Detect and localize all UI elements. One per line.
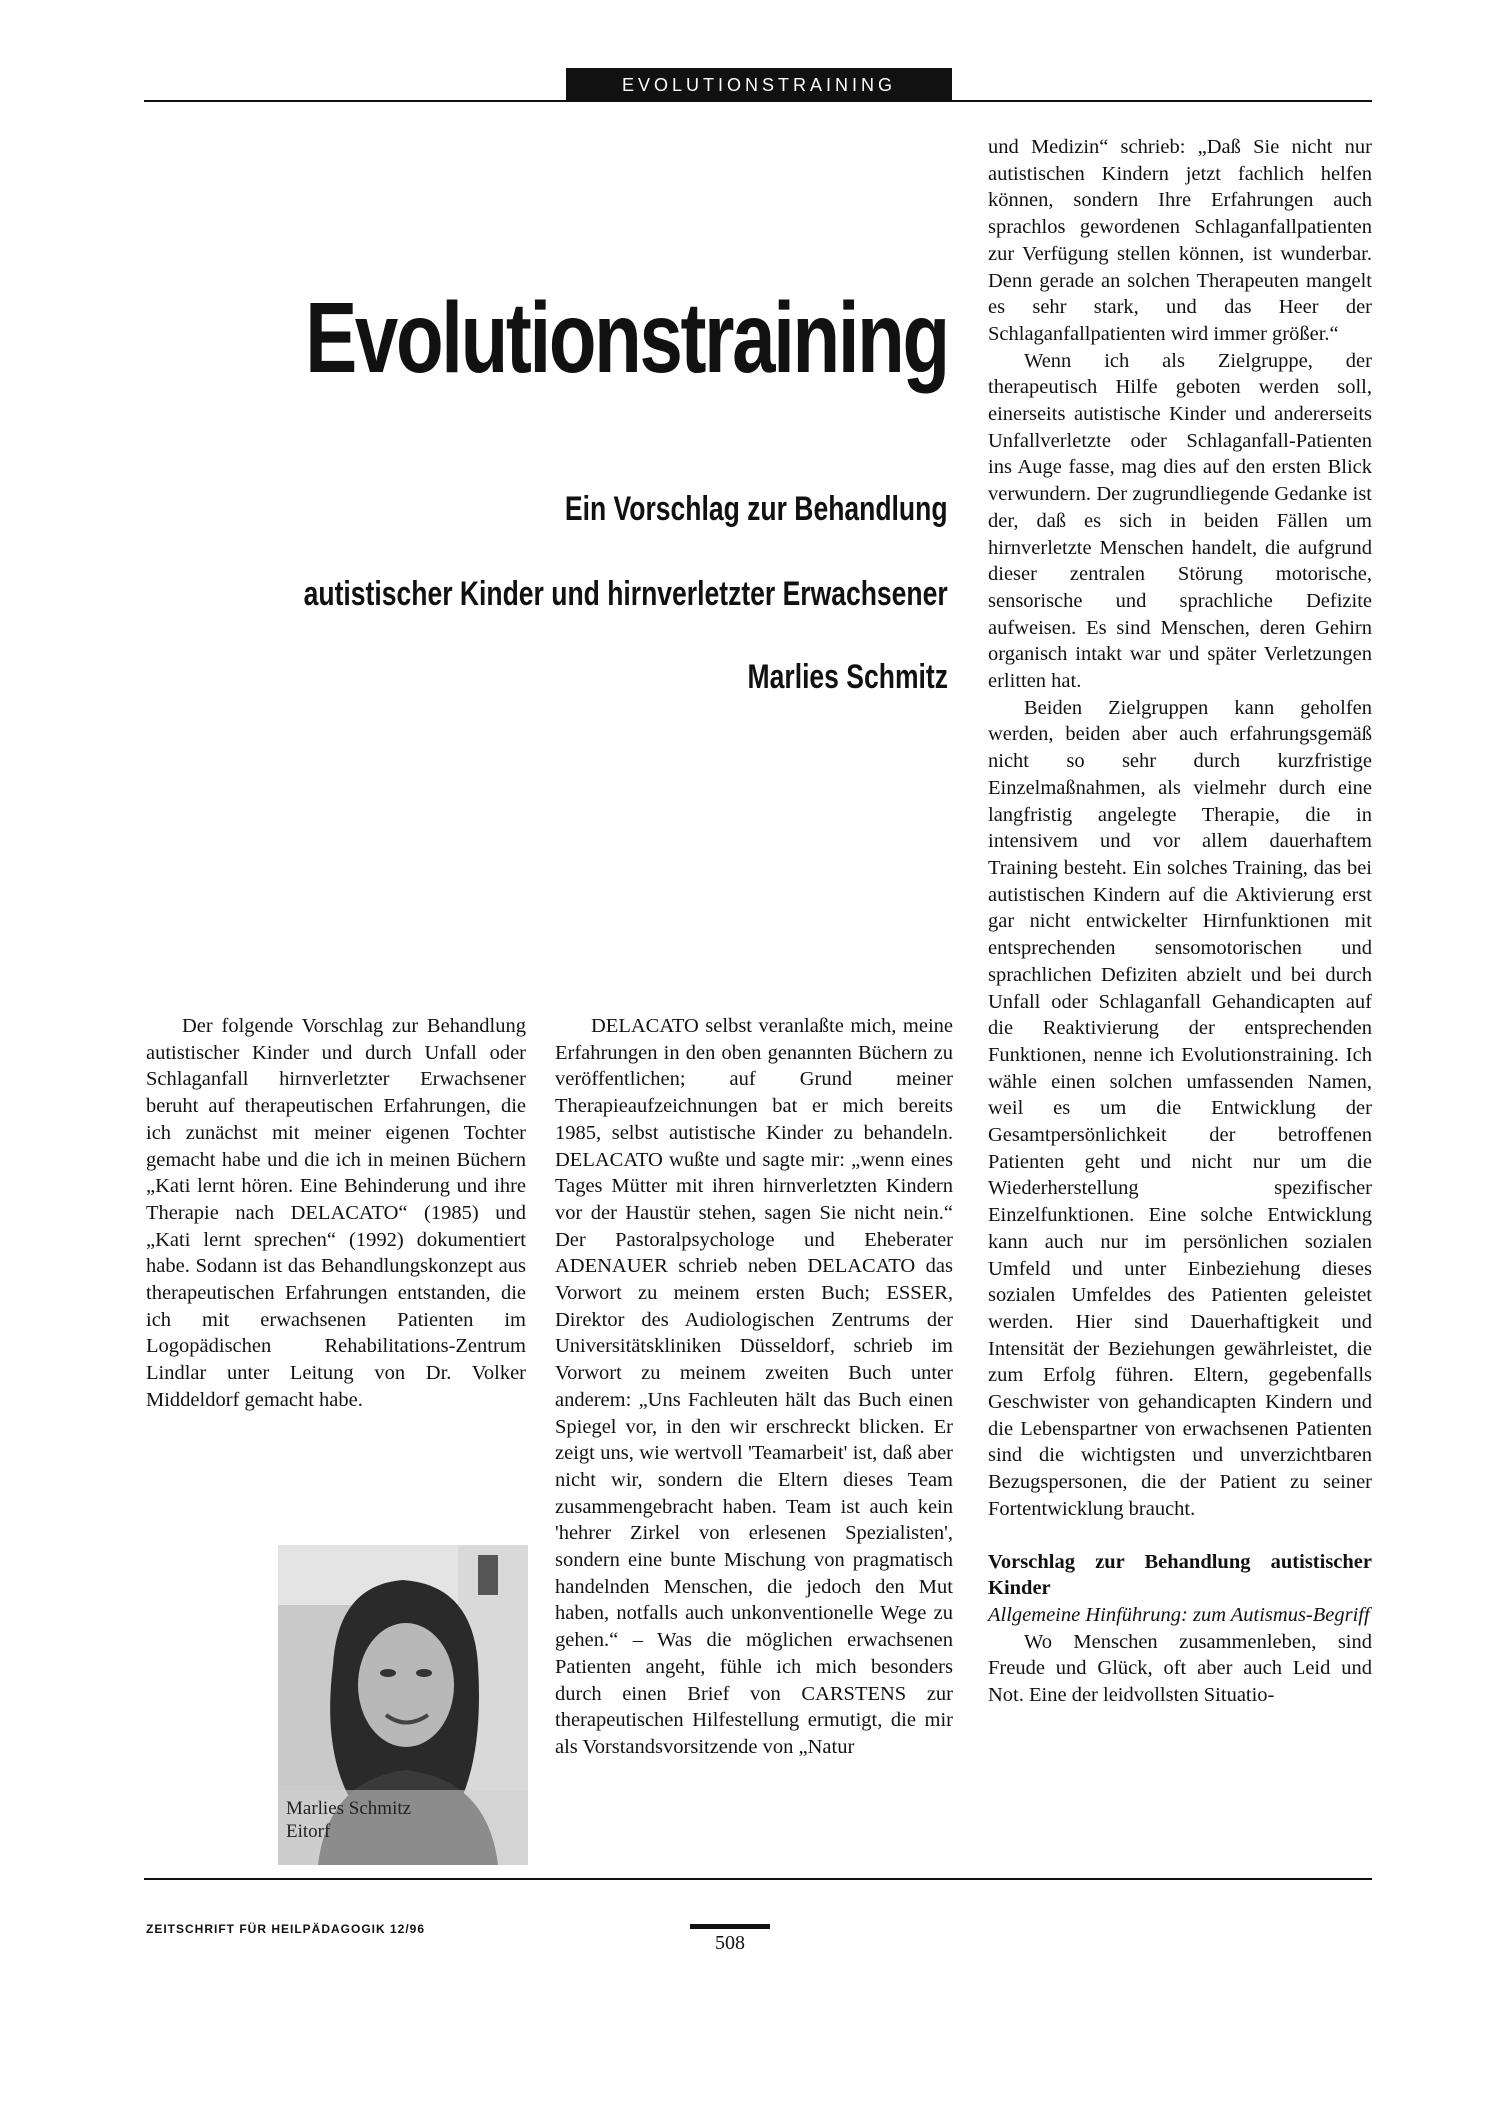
column-3: [988, 134, 1372, 1709]
photo-caption-name: Marlies Schmitz: [286, 1798, 412, 1819]
article-title: Evolutionstraining: [305, 282, 948, 394]
bottom-rule: [144, 1878, 1372, 1880]
section-label: EVOLUTIONSTRAINING: [566, 68, 952, 102]
column2-paragraph: DELACATO selbst veranlaßte mich, meine Erfahrungen in den oben genannten Büchern zu veröffentlichen; auf Grund meiner Therapieaufzeichnungen bat er mich bereits 1985, selbst autistische Kinder zu behandeln. DELACATO wußte und sagte mir: „wenn eines Tages Mütter mit ihren hirnverletzten Kindern vor der Haustür stehen, sagen Sie nicht nein.“ Der Pastoralpsychologe und Eheberater ADENAUER schrieb neben DELACATO das Vorwort zu meinem ersten Buch; ESSER, Direktor des Audiologischen Zentrums der Universitätskliniken Düsseldorf, schrieb im Vorwort zu meinem zweiten Buch unter anderem: „Uns Fachleuten hält das Buch einen Spiegel vor, in den wir erschreckt blicken. Er zeigt uns, wie wertvoll 'Teamarbeit' ist, daß aber nicht wir, sondern die Eltern dieses Team zusammengebracht haben. Team ist auch kein 'hehrer Zirkel von erlesenen Spezialisten', sondern eine bunte Mischung von pragmatisch handelnden Menschen, die jedoch den Mut haben, notfalls auch unkonventionelle Wege zu gehen.“ – Was die möglichen erwachsenen Patienten angeht, fühle ich mich besonders durch einen Brief von CARSTENS zur therapeutischen Hilfestellung ermutigt, die mir als Vorstandsvorsitzende von „Natur: [555, 1015, 953, 1758]
article-subtitle-line2: autistischer Kinder und hirnverletzter Erwachsener: [303, 575, 948, 613]
column-1: [146, 1013, 526, 1414]
page-number-bar: [690, 1924, 770, 1929]
article-author: Marlies Schmitz: [747, 658, 948, 696]
photo-caption: [286, 1797, 411, 1843]
page-number: 508: [715, 1932, 745, 1954]
column3-paragraph-4: Wo Menschen zusammenleben, sind Freude und Glück, oft aber auch Leid und Not. Eine der leidvollsten Situatio-: [988, 1630, 1372, 1707]
top-rule: [144, 100, 1372, 102]
article-subtitle-line1: Ein Vorschlag zur Behandlung: [565, 490, 948, 528]
column-2: [555, 1013, 953, 1761]
section-heading: Vorschlag zur Behandlung autistischer Kinder: [988, 1550, 1372, 1600]
journal-name: ZEITSCHRIFT FÜR HEILPÄDAGOGIK 12/96: [146, 1922, 426, 1936]
photo-caption-place: Eitorf: [286, 1821, 331, 1842]
column3-paragraph-2: Wenn ich als Zielgruppe, der therapeutisch Hilfe geboten werden soll, einerseits autistische Kinder und andererseits Unfallverletzte oder Schlaganfall-Patienten ins Auge fasse, mag dies auf den ersten Blick verwundern. Der zugrundliegende Gedanke ist der, daß es sich in beiden Fällen um hirnverletzte Menschen handelt, die aufgrund dieser zentralen Störung motorische, sensorische und sprachliche Defizite aufweisen. Es sind Menschen, deren Gehirn organisch intakt war und später Verletzungen erlitten hat.: [988, 349, 1372, 693]
column3-paragraph-3: Beiden Zielgruppen kann geholfen werden, beiden aber auch erfahrungsgemäß nicht so sehr durch kurzfristige Einzelmaßnahmen, als vielmehr durch eine langfristig angelegte Therapie, die in intensivem und vor allem dauerhaftem Training besteht. Ein solches Training, das bei autistischen Kindern auf die Aktivierung erst gar nicht entwickelter Hirnfunktionen mit entsprechenden sensomotorischen und sprachlichen Defiziten abzielt und bei durch Unfall oder Schlaganfall Gehandicapten auf die Reaktivierung der entsprechenden Funktionen, nenne ich Evolutionstraining. Ich wähle einen solchen umfassenden Namen, weil es um die Entwicklung der Gesamtpersönlichkeit der betroffenen Patienten geht und nicht nur um die Wiederherstellung spezifischer Einzelfunktionen. Eine solche Entwicklung kann auch nur im persönlichen sozialen Umfeld und unter Einbeziehung dieses sozialen Umfeldes des Patienten geleistet werden. Hier sind Dauerhaftigkeit und Intensität der Beziehungen gewährleistet, die zum Erfolg führen. Eltern, gegebenfalls Geschwister von gehandicapten Kindern und die Lebenspartner von erwachsenen Patienten sind die wichtigsten und unverzichtbaren Bezugspersonen, die der Patient zu seiner Fortentwicklung braucht.: [988, 696, 1372, 1520]
section-subheading: Allgemeine Hinführung: zum Autismus-Begriff: [988, 1603, 1370, 1626]
column3-paragraph-1: und Medizin“ schrieb: „Daß Sie nicht nur autistischen Kindern jetzt fachlich helfen können, sondern Ihre Erfahrungen auch sprachlos gewordenen Schlaganfallpatienten zur Verfügung stellen können, ist wunderbar. Denn gerade an solchen Therapeuten mangelt es sehr stark, und das Heer der Schlaganfallpatienten wird immer größer.“: [988, 136, 1372, 345]
column1-paragraph: Der folgende Vorschlag zur Behandlung autistischer Kinder und durch Unfall oder Schlaganfall hirnverletzter Erwachsener beruht auf therapeutischen Erfahrungen, die ich zunächst mit meiner eigenen Tochter gemacht habe und die ich in meinen Büchern „Kati lernt hören. Eine Behinderung und ihre Therapie nach DELACATO“ (1985) und „Kati lernt sprechen“ (1992) dokumentiert habe. Sodann ist das Behandlungskonzept aus therapeutischen Erfahrungen entstanden, die ich mit erwachsenen Patienten im Logopädischen Rehabilitations-Zentrum Lindlar unter Leitung von Dr. Volker Middeldorf gemacht habe.: [146, 1015, 526, 1411]
